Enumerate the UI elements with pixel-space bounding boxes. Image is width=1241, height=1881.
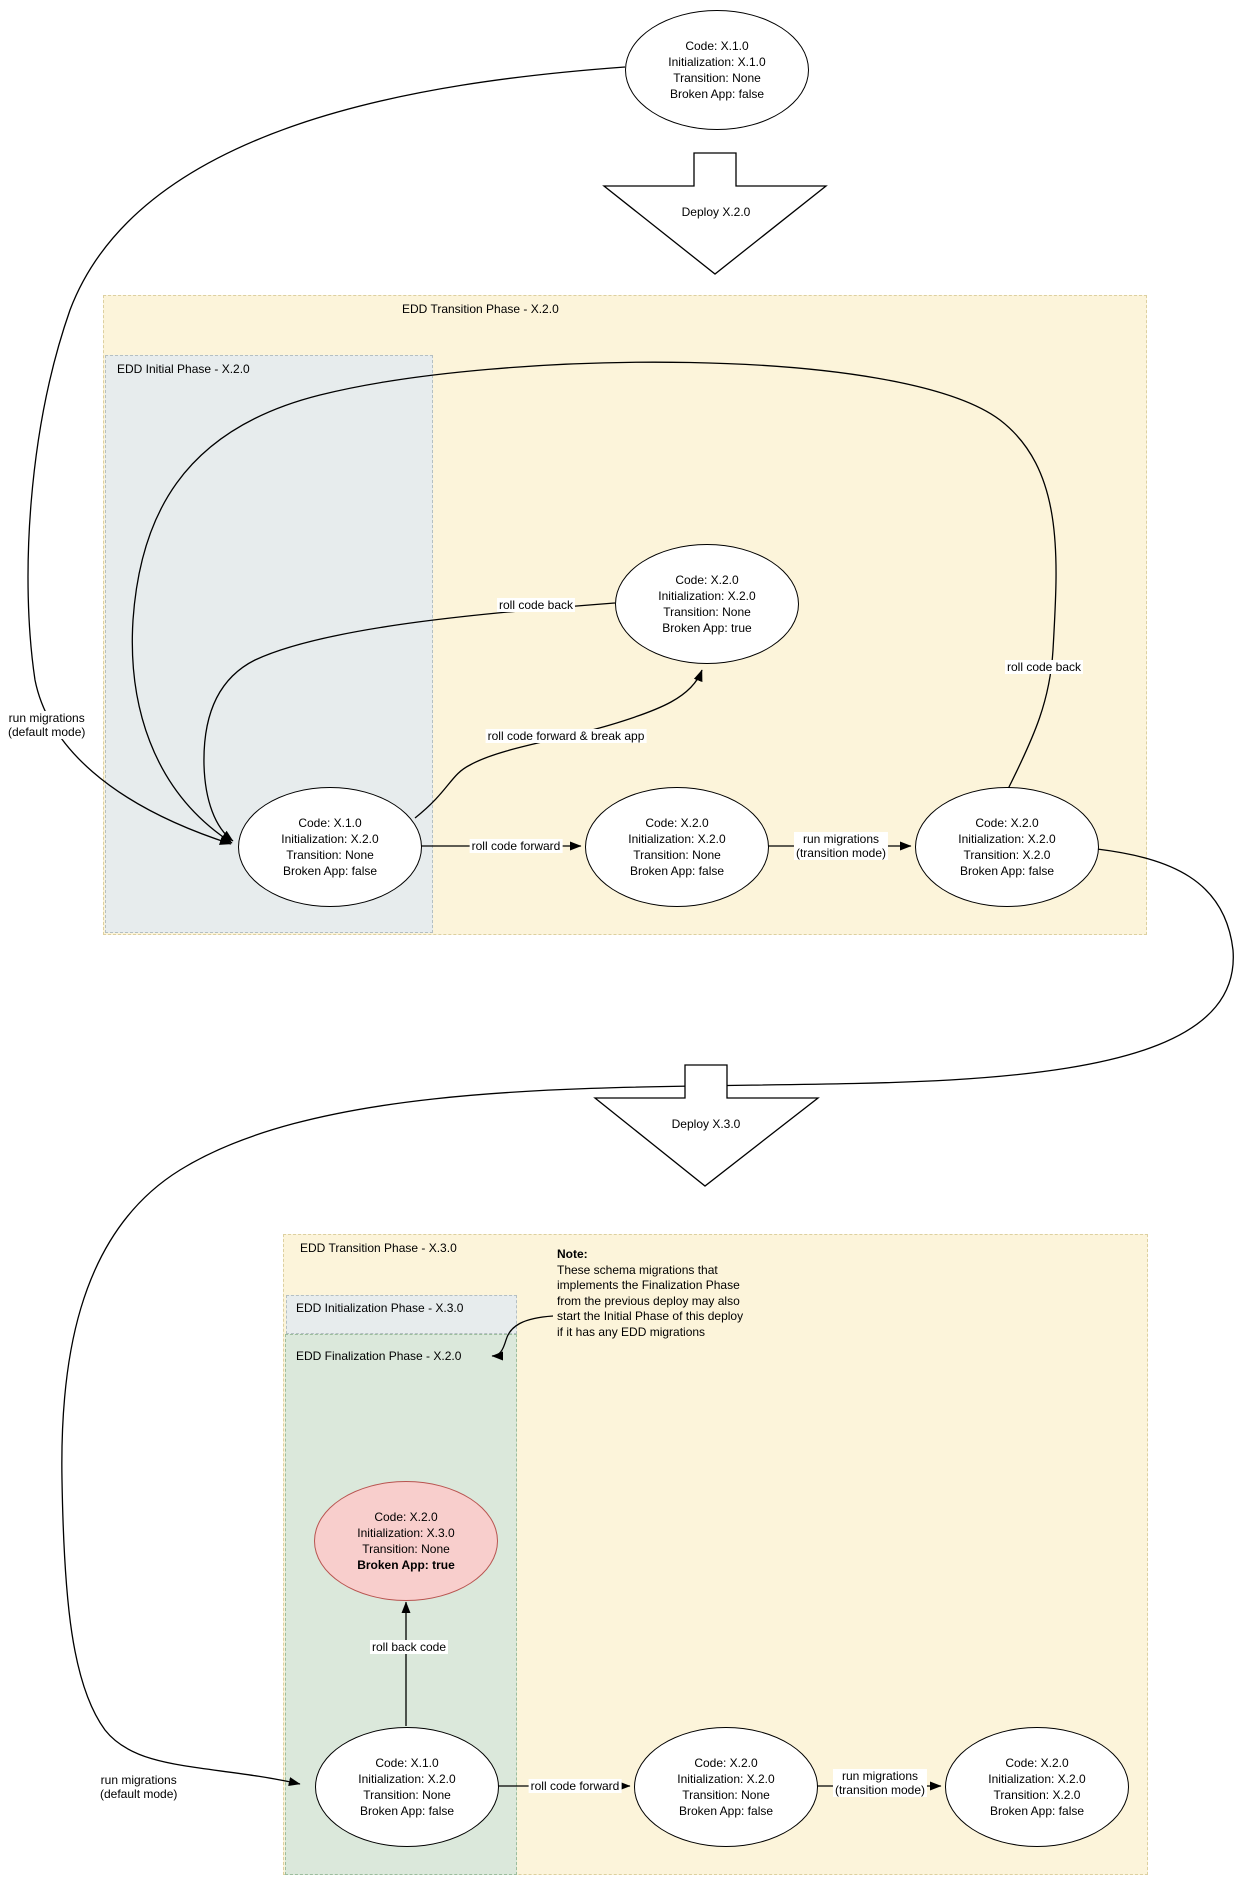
label-run-migrations-default-top	[6, 711, 87, 739]
note-line: if it has any EDD migrations	[557, 1324, 706, 1339]
deploy-x30-label: Deploy X.3.0	[671, 1117, 741, 1131]
label-line: (transition mode)	[834, 1783, 926, 1797]
node-line: Broken App: false	[359, 1804, 455, 1818]
node-line: Broken App: false	[959, 864, 1055, 878]
node-line: Code: X.2.0	[975, 816, 1039, 830]
note-line: start the Initial Phase of this deploy	[557, 1309, 744, 1323]
node-line: Broken App: false	[629, 864, 725, 878]
phase-label-initialization-x30: EDD Initialization Phase - X.3.0	[296, 1301, 464, 1315]
node-line: Initialization: X.2.0	[358, 1772, 456, 1786]
label-line: (transition mode)	[795, 846, 887, 860]
node-line: Code: X.1.0	[298, 816, 362, 830]
node-line: Initialization: X.2.0	[658, 589, 756, 603]
node-state-transition-x20	[915, 787, 1099, 907]
node-line: Code: X.2.0	[675, 573, 739, 587]
node-line: Broken App: false	[669, 87, 765, 101]
edge-note-callout	[492, 1316, 553, 1356]
label-roll-code-forward-bottom: roll code forward	[530, 1779, 620, 1793]
label-line: (default mode)	[100, 1787, 178, 1801]
note-line: from the previous deploy may also	[557, 1293, 740, 1308]
node-line: Broken App: false	[282, 864, 378, 878]
label-roll-code-forward-top: roll code forward	[471, 839, 561, 853]
phase-label-finalization-x20: EDD Finalization Phase - X.2.0	[296, 1349, 462, 1363]
node-line: Initialization: X.1.0	[668, 55, 766, 69]
node-line: Transition: None	[673, 71, 761, 85]
node-state-code-forward-x30	[634, 1727, 818, 1847]
node-line: Transition: None	[363, 1788, 451, 1802]
node-line: Initialization: X.3.0	[357, 1526, 455, 1540]
node-state-finalization-x20	[315, 1727, 499, 1847]
label-roll-code-forward-break-app: roll code forward & break app	[487, 729, 645, 743]
phase-label-transition-x30: EDD Transition Phase - X.3.0	[300, 1241, 457, 1255]
edge-run-migrations-default-top	[28, 67, 625, 844]
deploy-x20-label: Deploy X.2.0	[681, 205, 751, 219]
label-roll-back-code: roll back code	[371, 1640, 447, 1654]
note-line: These schema migrations that	[557, 1262, 718, 1277]
node-line: Transition: X.2.0	[963, 848, 1051, 862]
node-line: Code: X.1.0	[685, 39, 749, 53]
label-roll-code-back-left: roll code back	[498, 598, 574, 612]
node-line: Initialization: X.2.0	[281, 832, 379, 846]
node-line: Broken App: false	[989, 1804, 1085, 1818]
node-line: Code: X.2.0	[1005, 1756, 1069, 1770]
phase-label-initial-x20: EDD Initial Phase - X.2.0	[117, 362, 250, 376]
node-line: Initialization: X.2.0	[628, 832, 726, 846]
node-line: Transition: None	[633, 848, 721, 862]
node-line: Transition: None	[663, 605, 751, 619]
node-line: Initialization: X.2.0	[958, 832, 1056, 846]
node-line: Transition: X.2.0	[993, 1788, 1081, 1802]
node-line: Code: X.2.0	[694, 1756, 758, 1770]
label-line: run migrations	[8, 711, 85, 725]
node-line: Transition: None	[286, 848, 374, 862]
label-line: run migrations	[841, 1769, 919, 1783]
node-line: Broken App: true	[662, 621, 752, 635]
label-run-migrations-default-bottom	[98, 1773, 179, 1801]
node-line: Code: X.2.0	[374, 1510, 438, 1524]
note-block	[557, 1247, 757, 1340]
node-line: Code: X.1.0	[375, 1756, 439, 1770]
label-line: run migrations	[802, 832, 880, 846]
node-line: Code: X.2.0	[645, 816, 709, 830]
node-state-initial-phase-x20	[238, 787, 422, 907]
node-state-broken-x20	[615, 544, 799, 664]
label-run-migrations-transition-top	[794, 832, 888, 860]
phase-label-transition-x20: EDD Transition Phase - X.2.0	[402, 302, 559, 316]
note-title: Note:	[557, 1247, 588, 1261]
node-line: Transition: None	[682, 1788, 770, 1802]
edge-roll-code-back-right	[132, 362, 1056, 843]
node-line-broken-app-true: Broken App: true	[357, 1558, 455, 1572]
note-line: implements the Finalization Phase	[557, 1278, 740, 1292]
node-state-broken-x30	[314, 1481, 498, 1601]
node-state-code-forward-x20	[585, 787, 769, 907]
node-line: Initialization: X.2.0	[677, 1772, 775, 1786]
node-line: Broken App: false	[678, 1804, 774, 1818]
node-state-initial-x10	[625, 10, 809, 130]
label-line: (default mode)	[8, 725, 86, 739]
label-line: run migrations	[100, 1773, 177, 1787]
label-run-migrations-transition-bottom	[833, 1769, 927, 1797]
node-line: Initialization: X.2.0	[988, 1772, 1086, 1786]
node-state-transition-x30	[945, 1727, 1129, 1847]
label-roll-code-back-right: roll code back	[1006, 660, 1082, 674]
node-line: Transition: None	[362, 1542, 450, 1556]
